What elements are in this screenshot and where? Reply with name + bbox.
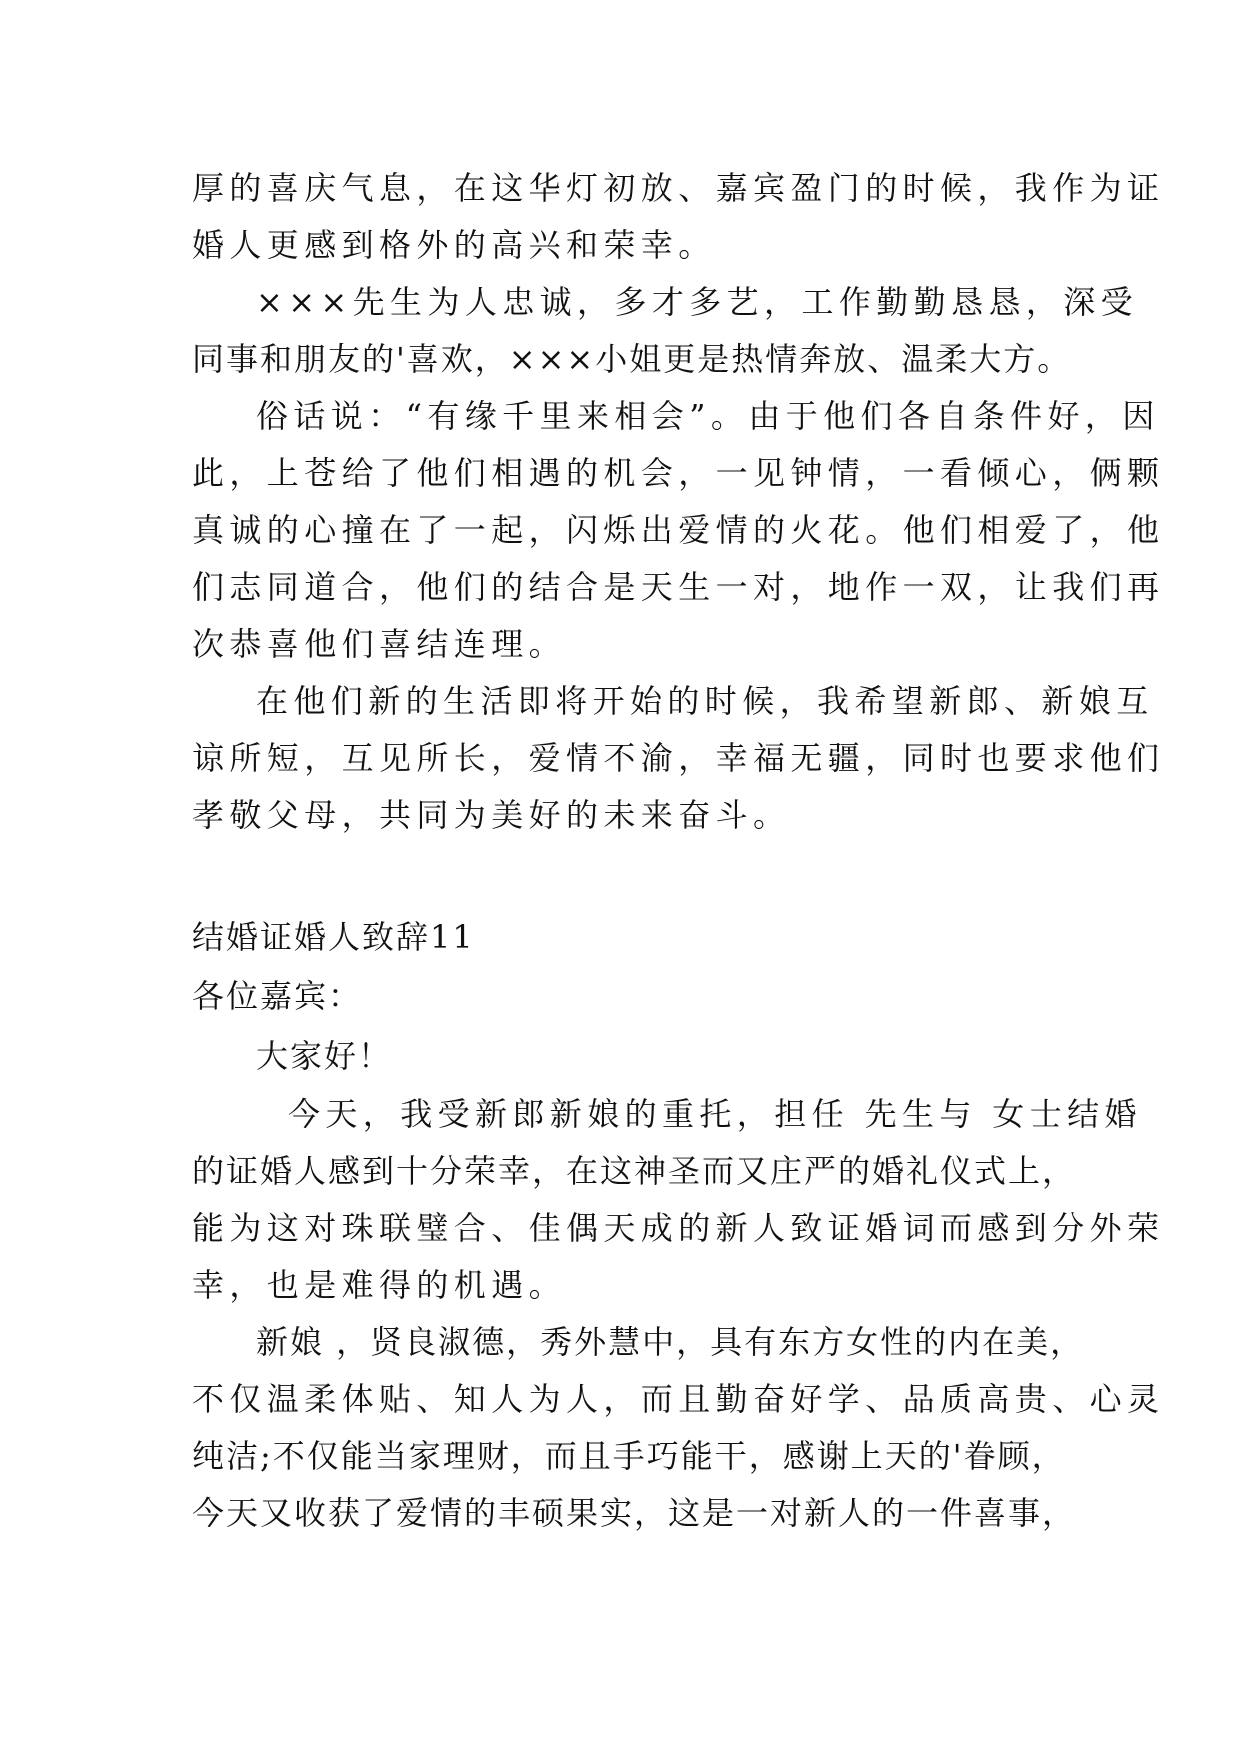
paragraph-line: 新娘 ，贤良淑德，秀外慧中，具有东方女性的内在美， bbox=[256, 1323, 1085, 1361]
section-title: 结婚证婚人致辞11 bbox=[192, 918, 475, 956]
paragraph-line: 在他们新的生活即将开始的时候，我希望新郎、新娘互 bbox=[256, 682, 1154, 720]
paragraph-line: 们志同道合，他们的结合是天生一对，地作一双，让我们再 bbox=[192, 568, 1165, 606]
greeting: 大家好！ bbox=[256, 1037, 393, 1075]
paragraph-line: 俗话说：“有缘千里来相会”。由于他们各自条件好，因 bbox=[256, 397, 1160, 435]
paragraph-line: 孝敬父母，共同为美好的未来奋斗。 bbox=[192, 796, 791, 834]
paragraph-line: 次恭喜他们喜结连理。 bbox=[192, 625, 567, 663]
paragraph-line: 纯洁;不仅能当家理财，而且手巧能干，感谢上天的'眷顾， bbox=[192, 1437, 1066, 1475]
paragraph-line: 的证婚人感到十分荣幸，在这神圣而又庄严的婚礼仪式上， bbox=[192, 1152, 1077, 1190]
paragraph-line: 不仅温柔体贴、知人为人，而且勤奋好学、品质高贵、心灵 bbox=[192, 1380, 1165, 1418]
paragraph-line: 谅所短，互见所长，爱情不渝，幸福无疆，同时也要求他们 bbox=[192, 739, 1165, 777]
paragraph-line: ×××先生为人忠诚，多才多艺，工作勤勤恳恳，深受 bbox=[256, 283, 1139, 321]
paragraph-line: 厚的喜庆气息，在这华灯初放、嘉宾盈门的时候，我作为证 bbox=[192, 169, 1165, 207]
paragraph-line: 能为这对珠联璧合、佳偶天成的新人致证婚词而感到分外荣 bbox=[192, 1209, 1165, 1247]
paragraph-line: 幸，也是难得的机遇。 bbox=[192, 1266, 567, 1304]
paragraph-line: 今天又收获了爱情的丰硕果实，这是一对新人的一件喜事， bbox=[192, 1494, 1077, 1532]
paragraph-line: 婚人更感到格外的高兴和荣幸。 bbox=[192, 226, 716, 264]
paragraph-line: 真诚的心撞在了一起，闪烁出爱情的火花。他们相爱了，他 bbox=[192, 511, 1165, 549]
salutation: 各位嘉宾： bbox=[192, 977, 363, 1015]
paragraph-line: 同事和朋友的'喜欢，×××小姐更是热情奔放、温柔大方。 bbox=[192, 340, 1072, 378]
paragraph-line: 今天，我受新郎新娘的重托，担任 先生与 女士结婚 bbox=[288, 1095, 1142, 1133]
paragraph-line: 此，上苍给了他们相遇的机会，一见钟情，一看倾心，俩颗 bbox=[192, 454, 1165, 492]
